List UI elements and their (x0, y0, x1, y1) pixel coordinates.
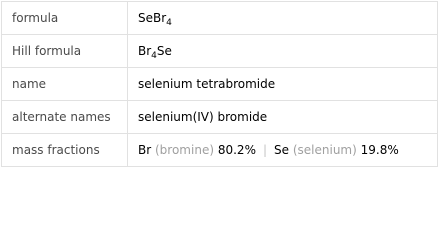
formula-value (128, 2, 438, 35)
alternate-names-value: selenium(IV) bromide (128, 101, 438, 134)
row-label-mass-fractions: mass fractions (2, 134, 128, 167)
mass-fraction-element-name: (selenium) (292, 143, 357, 157)
mass-fractions-value (128, 134, 438, 167)
mass-fraction-element-name: (bromine) (155, 143, 215, 157)
row-label-alternate-names: alternate names (2, 101, 128, 134)
properties-table (1, 1, 438, 167)
hill-formula-value (128, 35, 438, 68)
mass-fraction-percent: 19.8% (360, 143, 399, 157)
mass-fraction-separator: | (262, 143, 268, 157)
hill-formula-part-1: Br (138, 43, 152, 58)
row-label-name: name (2, 68, 128, 101)
mass-fraction-symbol: Br (138, 143, 152, 157)
table-row-formula (2, 2, 438, 35)
formula-main: SeBr (138, 10, 167, 25)
mass-fraction-percent: 80.2% (217, 143, 256, 157)
hill-formula-part-2: Se (156, 43, 172, 58)
name-value: selenium tetrabromide (128, 68, 438, 101)
row-label-formula: formula (2, 2, 128, 35)
mass-fraction-symbol: Se (274, 143, 290, 157)
table-row-name (2, 68, 438, 101)
table-row-mass-fractions (2, 134, 438, 167)
table-row-alternate-names (2, 101, 438, 134)
hill-formula-subscript: 4 (151, 50, 157, 61)
formula-subscript: 4 (166, 17, 172, 28)
table-row-hill-formula (2, 35, 438, 68)
row-label-hill-formula: Hill formula (2, 35, 128, 68)
